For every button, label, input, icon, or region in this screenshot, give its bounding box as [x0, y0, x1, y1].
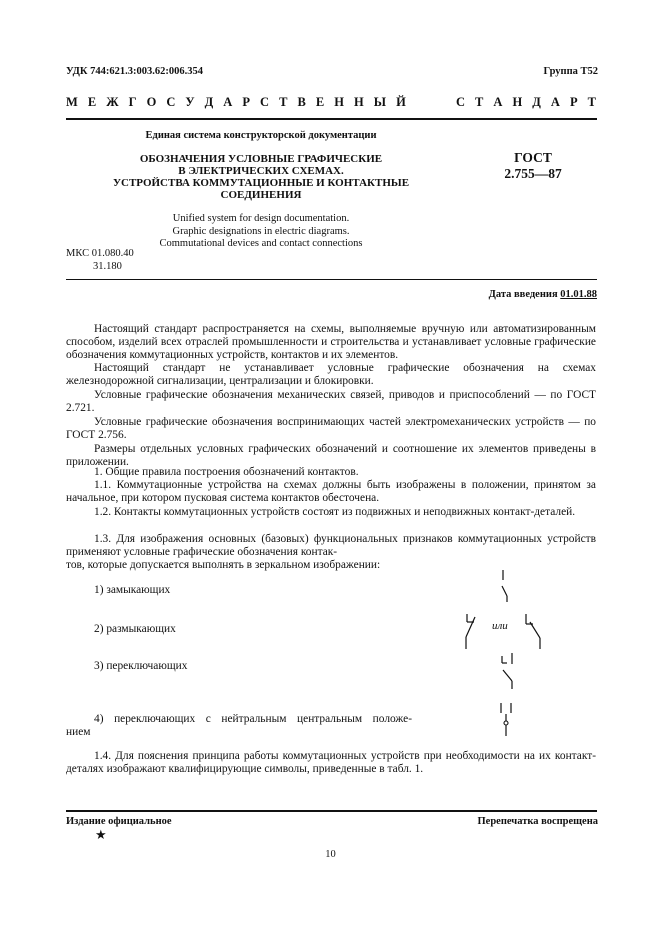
title-line: ОБОЗНАЧЕНИЯ УСЛОВНЫЕ ГРАФИЧЕСКИЕ — [139, 153, 383, 165]
banner-rule — [66, 118, 597, 120]
item-neutral-line-cont: нием — [66, 726, 91, 738]
paragraph: 1.2. Контакты коммутационных устройств состоят из подвижных и неподвижных контакт-деталей. — [94, 506, 576, 518]
intro-date-value: 01.01.88 — [560, 289, 597, 300]
paragraph: Настоящий стандарт распространяется на схемы, выполняемые вручную или автоматизированным способом, изделий всех отраслей промышленности и строительства и устанавливает условные графические обозначения коммутационных устройств, контактов и их элементов. — [66, 323, 596, 361]
paragraph-continuation: тов, которые допускается выполнять в зеркальном изображении: — [66, 559, 381, 571]
english-title — [126, 213, 396, 251]
paragraph: 1.4. Для пояснения принципа работы коммутационных устройств при необходимости на их контакт-деталях изображают квалифицирующие символы, приведенные в табл. 1. — [66, 750, 596, 775]
reprint-prohibited-label: Перепечатка воспрещена — [477, 816, 598, 827]
neutral-changeover-symbol — [494, 700, 518, 740]
item-changeover-contact: 3) переключающих — [94, 660, 188, 672]
star-icon: ★ — [95, 827, 107, 842]
title-rule — [66, 279, 597, 280]
standard-title — [96, 153, 426, 201]
mks-line: 31.180 — [93, 260, 122, 272]
item-neutral-changeover — [66, 713, 412, 739]
paragraph: Размеры отдельных условных графических обозначений и соотношение их элементов приведены в приложении. — [66, 443, 596, 468]
group-code: Группа Т52 — [543, 66, 598, 77]
or-word: или — [492, 620, 508, 632]
title-line: СОЕДИНЕНИЯ — [220, 189, 302, 201]
item-neutral-line: 4) переключающих с нейтральным центральным положе- — [94, 713, 412, 725]
paragraph: 1.3. Для изображения основных (базовых) функциональных признаков коммутационных устройств применяют условные графические обозначения контак- — [66, 533, 596, 558]
gost-designation — [488, 150, 578, 182]
udk-code: УДК 744:621.3:003.62:006.354 — [66, 66, 203, 77]
paragraph: 1.1. Коммутационные устройства на схемах должны быть изображены в положении, принятом за начальное, при котором пусковая система контактов обесточена. — [66, 479, 596, 504]
intro-date — [489, 289, 597, 300]
item-break-contact: 2) размыкающих — [94, 623, 176, 635]
changeover-contact-symbol — [496, 650, 520, 692]
intro-date-label: Дата введения — [488, 289, 561, 300]
banner-text: М Е Ж Г О С У Д А Р С Т В Е Н Н Ы Й С Т А Н Д А Р Т — [66, 95, 596, 109]
gost-number: 2.755—87 — [504, 166, 562, 181]
section-heading: 1. Общие правила построения обозначений контактов. — [94, 466, 359, 478]
paragraph: Условные графические обозначения воспринимающих частей электромеханических устройств — по ГОСТ 2.756. — [66, 416, 596, 441]
footer-rule — [66, 810, 597, 812]
gost-label: ГОСТ — [514, 150, 552, 165]
official-edition-label: Издание официальное — [66, 816, 172, 827]
standard-banner — [66, 95, 596, 110]
english-line: Commutational devices and contact connections — [159, 238, 363, 249]
english-line: Graphic designations in electric diagrams. — [172, 225, 350, 237]
paragraph: Настоящий стандарт не устанавливает условные графические обозначения на схемах железнодорожной сигнализации, централизации и блокировки. — [66, 362, 596, 387]
english-line: Unified system for design documentation. — [172, 213, 350, 224]
break-contact-symbol — [458, 612, 484, 652]
mks-line: МКС 01.080.40 — [66, 248, 134, 259]
paragraph: Условные графические обозначения механических связей, приводов и приспособлений — по ГОСТ 2.721. — [66, 389, 596, 414]
item-make-contact: 1) замыкающих — [94, 584, 171, 596]
break-contact-mirrored-symbol — [520, 612, 548, 652]
mks-codes — [66, 248, 134, 273]
title-line: В ЭЛЕКТРИЧЕСКИХ СХЕМАХ. — [178, 165, 344, 177]
title-line: УСТРОЙСТВА КОММУТАЦИОННЫЕ И КОНТАКТНЫЕ — [112, 177, 410, 189]
system-name: Единая система конструкторской документации — [145, 130, 377, 141]
make-contact-symbol — [494, 568, 514, 604]
page-number: 10 — [325, 849, 336, 860]
